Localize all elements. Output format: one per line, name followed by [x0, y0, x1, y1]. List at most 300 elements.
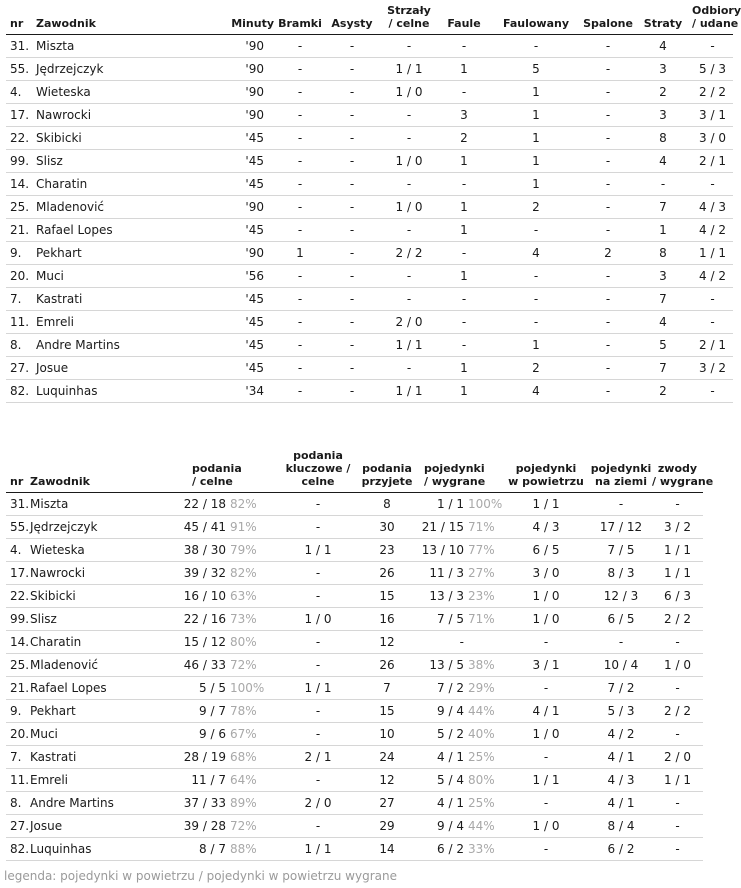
- cell-passes: [180, 607, 280, 630]
- cell-passes: [180, 814, 280, 837]
- cell-goals: -: [276, 310, 324, 333]
- cell-received-passes: 29: [356, 814, 418, 837]
- table-row: [6, 745, 703, 768]
- cell-nr: 82.: [6, 837, 30, 860]
- cell-key-passes: -: [280, 699, 356, 722]
- cell-fouled: -: [490, 310, 582, 333]
- cell-nr: 25.: [6, 653, 30, 676]
- cell-shots: 2 / 0: [380, 310, 438, 333]
- cell-offside: -: [582, 195, 634, 218]
- cell-goals: -: [276, 287, 324, 310]
- cell-nr: 11.: [6, 768, 30, 791]
- table-row: [6, 768, 703, 791]
- cell-duels-value: 4 / 1: [437, 795, 464, 810]
- cell-fouled: -: [490, 287, 582, 310]
- cell-minutes: '90: [156, 195, 276, 218]
- cell-duels-value: 6 / 2: [437, 841, 464, 856]
- cell-offside: -: [582, 57, 634, 80]
- cell-offside: -: [582, 80, 634, 103]
- cell-player: Luquinhas: [36, 379, 156, 402]
- cell-nr: 4.: [6, 80, 36, 103]
- cell-passes-value: 39 / 28: [183, 818, 226, 833]
- cell-ground-duels: 10 / 4: [590, 653, 652, 676]
- cell-ground-duels: 6 / 2: [590, 837, 652, 860]
- cell-passes-value: 22 / 18: [183, 496, 226, 511]
- cell-nr: 14.: [6, 630, 30, 653]
- cell-dribbles: 3 / 2: [652, 515, 703, 538]
- cell-duels: [418, 515, 502, 538]
- table-row: [6, 515, 703, 538]
- cell-passes: [180, 745, 280, 768]
- cell-goals: -: [276, 126, 324, 149]
- cell-player: Mladenović: [30, 653, 180, 676]
- cell-assists: -: [324, 57, 380, 80]
- cell-shots: -: [380, 264, 438, 287]
- cell-minutes: '45: [156, 172, 276, 195]
- cell-duels-value: 7 / 2: [437, 680, 464, 695]
- cell-nr: 21.: [6, 218, 36, 241]
- col-header-offside: Spalone: [582, 2, 634, 34]
- table-row: [6, 791, 703, 814]
- cell-dribbles: 1 / 1: [652, 768, 703, 791]
- cell-passes: [180, 699, 280, 722]
- cell-assists: -: [324, 333, 380, 356]
- cell-fouls: 1: [438, 57, 490, 80]
- cell-duels: [418, 745, 502, 768]
- cell-duels: [418, 837, 502, 860]
- table-row: [6, 264, 733, 287]
- cell-passes-value: 5 / 5: [199, 680, 226, 695]
- cell-received-passes: 16: [356, 607, 418, 630]
- cell-duels-value: 1 / 1: [437, 496, 464, 511]
- cell-minutes: '45: [156, 356, 276, 379]
- cell-aerial-duels: 4 / 3: [502, 515, 590, 538]
- cell-dribbles: -: [652, 722, 703, 745]
- cell-key-passes: 1 / 1: [280, 538, 356, 561]
- cell-player: Andre Martins: [36, 333, 156, 356]
- cell-received-passes: 26: [356, 653, 418, 676]
- cell-nr: 99.: [6, 149, 36, 172]
- cell-ground-duels: 12 / 3: [590, 584, 652, 607]
- cell-duels-percent: 40%: [468, 726, 495, 741]
- cell-player: Josue: [36, 356, 156, 379]
- cell-player: Emreli: [36, 310, 156, 333]
- col-header-fouled: Faulowany: [490, 2, 582, 34]
- cell-offside: -: [582, 218, 634, 241]
- cell-duels: [418, 791, 502, 814]
- cell-duels: [418, 561, 502, 584]
- cell-nr: 55.: [6, 57, 36, 80]
- cell-fouls: 3: [438, 103, 490, 126]
- cell-duels-percent: 100%: [468, 496, 503, 511]
- cell-duels: [418, 607, 502, 630]
- cell-received-passes: 23: [356, 538, 418, 561]
- cell-ground-duels: 6 / 5: [590, 607, 652, 630]
- cell-shots: 1 / 0: [380, 80, 438, 103]
- cell-aerial-duels: 4 / 1: [502, 699, 590, 722]
- cell-shots: 1 / 0: [380, 149, 438, 172]
- cell-minutes: '45: [156, 218, 276, 241]
- cell-duels-value: 5 / 4: [437, 772, 464, 787]
- cell-duels: [418, 630, 502, 653]
- table-row: [6, 561, 703, 584]
- cell-goals: -: [276, 103, 324, 126]
- col-header-minutes: Minuty: [156, 2, 276, 34]
- cell-losses: 7: [634, 195, 692, 218]
- col-header-nr: nr: [6, 446, 30, 492]
- cell-assists: -: [324, 195, 380, 218]
- cell-assists: -: [324, 287, 380, 310]
- cell-nr: 27.: [6, 356, 36, 379]
- cell-aerial-duels: 1 / 1: [502, 768, 590, 791]
- cell-duels-percent: 27%: [468, 565, 495, 580]
- cell-passes: [180, 676, 280, 699]
- cell-passes: [180, 653, 280, 676]
- cell-assists: -: [324, 379, 380, 402]
- cell-duels-value: 13 / 3: [429, 588, 464, 603]
- cell-minutes: '56: [156, 264, 276, 287]
- cell-assists: -: [324, 103, 380, 126]
- cell-player: Skibicki: [36, 126, 156, 149]
- cell-passes-value: 9 / 7: [199, 703, 226, 718]
- cell-dribbles: 1 / 1: [652, 538, 703, 561]
- cell-player: Pekhart: [30, 699, 180, 722]
- cell-recoveries: 4 / 3: [692, 195, 733, 218]
- cell-duels: [418, 699, 502, 722]
- cell-player: Andre Martins: [30, 791, 180, 814]
- cell-goals: -: [276, 149, 324, 172]
- cell-recoveries: 2 / 1: [692, 149, 733, 172]
- cell-nr: 4.: [6, 538, 30, 561]
- cell-duels-value: 7 / 5: [437, 611, 464, 626]
- cell-passes: [180, 791, 280, 814]
- cell-received-passes: 14: [356, 837, 418, 860]
- cell-offside: -: [582, 126, 634, 149]
- cell-assists: -: [324, 218, 380, 241]
- cell-key-passes: -: [280, 561, 356, 584]
- cell-recoveries: 5 / 3: [692, 57, 733, 80]
- cell-fouled: 1: [490, 103, 582, 126]
- cell-passes-percent: 88%: [230, 841, 257, 856]
- cell-passes: [180, 584, 280, 607]
- cell-passes-percent: 67%: [230, 726, 257, 741]
- cell-passes: [180, 538, 280, 561]
- table-row: [6, 492, 703, 515]
- col-header-losses: Straty: [634, 2, 692, 34]
- cell-assists: -: [324, 310, 380, 333]
- cell-ground-duels: 17 / 12: [590, 515, 652, 538]
- cell-fouls: -: [438, 34, 490, 57]
- cell-losses: 3: [634, 264, 692, 287]
- cell-losses: 8: [634, 241, 692, 264]
- col-header-aerial-duels: pojedynki w powietrzu: [502, 446, 590, 492]
- cell-aerial-duels: 1 / 0: [502, 722, 590, 745]
- cell-player: Nawrocki: [30, 561, 180, 584]
- cell-nr: 21.: [6, 676, 30, 699]
- cell-player: Rafael Lopes: [36, 218, 156, 241]
- cell-aerial-duels: -: [502, 791, 590, 814]
- cell-duels-value: 5 / 2: [437, 726, 464, 741]
- cell-player: Wieteska: [30, 538, 180, 561]
- cell-offside: -: [582, 310, 634, 333]
- cell-offside: -: [582, 379, 634, 402]
- cell-key-passes: 1 / 1: [280, 837, 356, 860]
- cell-assists: -: [324, 172, 380, 195]
- cell-duels: [418, 768, 502, 791]
- cell-passes-percent: 100%: [230, 680, 265, 695]
- cell-goals: -: [276, 356, 324, 379]
- cell-dribbles: -: [652, 837, 703, 860]
- cell-ground-duels: 4 / 3: [590, 768, 652, 791]
- cell-passes: [180, 722, 280, 745]
- table-row: [6, 218, 733, 241]
- cell-nr: 8.: [6, 791, 30, 814]
- cell-losses: 1: [634, 218, 692, 241]
- cell-duels-percent: 29%: [468, 680, 495, 695]
- cell-key-passes: -: [280, 584, 356, 607]
- cell-offside: -: [582, 333, 634, 356]
- cell-player: Slisz: [30, 607, 180, 630]
- table-row: [6, 34, 733, 57]
- table-row: [6, 837, 703, 860]
- table-header-row: [6, 446, 703, 492]
- cell-nr: 20.: [6, 722, 30, 745]
- cell-key-passes: 2 / 1: [280, 745, 356, 768]
- cell-dribbles: 1 / 0: [652, 653, 703, 676]
- cell-recoveries: 2 / 1: [692, 333, 733, 356]
- cell-fouled: 4: [490, 241, 582, 264]
- cell-goals: -: [276, 333, 324, 356]
- cell-recoveries: -: [692, 310, 733, 333]
- cell-passes: [180, 630, 280, 653]
- cell-player: Kastrati: [30, 745, 180, 768]
- cell-duels-percent: 80%: [468, 772, 495, 787]
- cell-nr: 31.: [6, 492, 30, 515]
- cell-duels-value: -: [459, 634, 464, 649]
- cell-dribbles: 6 / 3: [652, 584, 703, 607]
- cell-fouls: 2: [438, 126, 490, 149]
- table-row: [6, 607, 703, 630]
- table-row: [6, 676, 703, 699]
- cell-aerial-duels: 1 / 0: [502, 814, 590, 837]
- table-row: [6, 172, 733, 195]
- cell-duels-percent: 71%: [468, 519, 495, 534]
- cell-nr: 99.: [6, 607, 30, 630]
- cell-player: Josue: [30, 814, 180, 837]
- cell-passes: [180, 515, 280, 538]
- cell-passes-value: 37 / 33: [183, 795, 226, 810]
- cell-fouls: 1: [438, 195, 490, 218]
- cell-nr: 8.: [6, 333, 36, 356]
- cell-aerial-duels: 3 / 1: [502, 653, 590, 676]
- cell-duels: [418, 538, 502, 561]
- cell-received-passes: 24: [356, 745, 418, 768]
- cell-aerial-duels: 1 / 1: [502, 492, 590, 515]
- cell-passes: [180, 768, 280, 791]
- col-header-received-passes: podania przyjete: [356, 446, 418, 492]
- cell-recoveries: 3 / 2: [692, 356, 733, 379]
- cell-fouls: 1: [438, 379, 490, 402]
- cell-duels: [418, 722, 502, 745]
- col-header-key-passes: podania kluczowe / celne: [280, 446, 356, 492]
- cell-player: Nawrocki: [36, 103, 156, 126]
- cell-shots: -: [380, 356, 438, 379]
- cell-ground-duels: 4 / 1: [590, 791, 652, 814]
- cell-nr: 9.: [6, 699, 30, 722]
- cell-shots: -: [380, 287, 438, 310]
- cell-nr: 7.: [6, 745, 30, 768]
- cell-dribbles: -: [652, 630, 703, 653]
- cell-passes-value: 11 / 7: [191, 772, 226, 787]
- table-row: [6, 538, 703, 561]
- cell-shots: 1 / 1: [380, 57, 438, 80]
- cell-goals: -: [276, 34, 324, 57]
- cell-assists: -: [324, 264, 380, 287]
- cell-ground-duels: -: [590, 630, 652, 653]
- cell-fouled: 2: [490, 195, 582, 218]
- cell-received-passes: 27: [356, 791, 418, 814]
- cell-duels-value: 13 / 5: [429, 657, 464, 672]
- cell-minutes: '90: [156, 34, 276, 57]
- cell-ground-duels: 8 / 3: [590, 561, 652, 584]
- cell-goals: -: [276, 172, 324, 195]
- cell-aerial-duels: -: [502, 676, 590, 699]
- cell-dribbles: -: [652, 791, 703, 814]
- col-header-player: Zawodnik: [36, 2, 156, 34]
- cell-minutes: '45: [156, 310, 276, 333]
- cell-passes-percent: 82%: [230, 496, 257, 511]
- cell-nr: 7.: [6, 287, 36, 310]
- cell-recoveries: 1 / 1: [692, 241, 733, 264]
- cell-fouled: 1: [490, 80, 582, 103]
- cell-passes-percent: 80%: [230, 634, 257, 649]
- col-header-assists: Asysty: [324, 2, 380, 34]
- cell-fouls: -: [438, 287, 490, 310]
- cell-recoveries: 3 / 0: [692, 126, 733, 149]
- cell-key-passes: 2 / 0: [280, 791, 356, 814]
- table-row: [6, 241, 733, 264]
- cell-passes-value: 8 / 7: [199, 841, 226, 856]
- passing-duels-table: [6, 446, 714, 861]
- cell-minutes: '45: [156, 126, 276, 149]
- cell-received-passes: 15: [356, 699, 418, 722]
- table-row: [6, 699, 703, 722]
- cell-dribbles: 2 / 2: [652, 699, 703, 722]
- cell-passes-percent: 68%: [230, 749, 257, 764]
- cell-player: Pekhart: [36, 241, 156, 264]
- cell-player: Miszta: [36, 34, 156, 57]
- cell-losses: 3: [634, 57, 692, 80]
- cell-passes-percent: 72%: [230, 818, 257, 833]
- cell-offside: -: [582, 34, 634, 57]
- cell-fouled: 2: [490, 356, 582, 379]
- table-row: [6, 379, 733, 402]
- cell-passes-value: 46 / 33: [183, 657, 226, 672]
- cell-received-passes: 10: [356, 722, 418, 745]
- cell-duels-percent: 23%: [468, 588, 495, 603]
- cell-duels-value: 4 / 1: [437, 749, 464, 764]
- cell-passes-percent: 89%: [230, 795, 257, 810]
- cell-offside: 2: [582, 241, 634, 264]
- cell-passes: [180, 561, 280, 584]
- cell-losses: 5: [634, 333, 692, 356]
- cell-key-passes: -: [280, 722, 356, 745]
- cell-key-passes: -: [280, 814, 356, 837]
- player-stats-table: [6, 2, 741, 403]
- cell-received-passes: 15: [356, 584, 418, 607]
- cell-passes-value: 9 / 6: [199, 726, 226, 741]
- cell-recoveries: -: [692, 379, 733, 402]
- cell-key-passes: 1 / 1: [280, 676, 356, 699]
- cell-passes-value: 39 / 32: [183, 565, 226, 580]
- cell-duels-value: 9 / 4: [437, 703, 464, 718]
- col-header-shots: Strzały / celne: [380, 2, 438, 34]
- cell-shots: 1 / 0: [380, 195, 438, 218]
- cell-goals: -: [276, 218, 324, 241]
- cell-losses: 7: [634, 356, 692, 379]
- cell-losses: 4: [634, 34, 692, 57]
- cell-received-passes: 26: [356, 561, 418, 584]
- cell-offside: -: [582, 149, 634, 172]
- cell-passes-value: 15 / 12: [183, 634, 226, 649]
- cell-fouls: 1: [438, 264, 490, 287]
- cell-losses: 2: [634, 379, 692, 402]
- cell-dribbles: 1 / 1: [652, 561, 703, 584]
- table-row: [6, 356, 733, 379]
- cell-player: Miszta: [30, 492, 180, 515]
- cell-recoveries: 4 / 2: [692, 218, 733, 241]
- cell-ground-duels: 4 / 1: [590, 745, 652, 768]
- cell-fouled: -: [490, 34, 582, 57]
- col-header-recoveries: Odbiory / udane: [692, 2, 733, 34]
- cell-fouled: 1: [490, 333, 582, 356]
- cell-goals: -: [276, 264, 324, 287]
- cell-goals: -: [276, 80, 324, 103]
- cell-player: Rafael Lopes: [30, 676, 180, 699]
- cell-nr: 22.: [6, 126, 36, 149]
- cell-nr: 55.: [6, 515, 30, 538]
- cell-received-passes: 7: [356, 676, 418, 699]
- cell-duels-percent: 71%: [468, 611, 495, 626]
- cell-assists: -: [324, 356, 380, 379]
- cell-fouled: 1: [490, 126, 582, 149]
- cell-received-passes: 30: [356, 515, 418, 538]
- cell-received-passes: 12: [356, 630, 418, 653]
- table-row: [6, 630, 703, 653]
- cell-dribbles: -: [652, 492, 703, 515]
- cell-shots: -: [380, 103, 438, 126]
- col-header-dribbles: zwody / wygrane: [652, 446, 703, 492]
- cell-offside: -: [582, 356, 634, 379]
- table-row: [6, 80, 733, 103]
- cell-aerial-duels: -: [502, 630, 590, 653]
- cell-player: Charatin: [36, 172, 156, 195]
- table-row: [6, 195, 733, 218]
- cell-passes-percent: 73%: [230, 611, 257, 626]
- cell-shots: -: [380, 172, 438, 195]
- cell-duels: [418, 676, 502, 699]
- cell-passes-percent: 63%: [230, 588, 257, 603]
- cell-offside: -: [582, 172, 634, 195]
- cell-player: Mladenović: [36, 195, 156, 218]
- cell-minutes: '90: [156, 103, 276, 126]
- cell-passes-percent: 79%: [230, 542, 257, 557]
- cell-offside: -: [582, 103, 634, 126]
- cell-ground-duels: 8 / 4: [590, 814, 652, 837]
- cell-nr: 11.: [6, 310, 36, 333]
- cell-goals: -: [276, 57, 324, 80]
- cell-losses: 3: [634, 103, 692, 126]
